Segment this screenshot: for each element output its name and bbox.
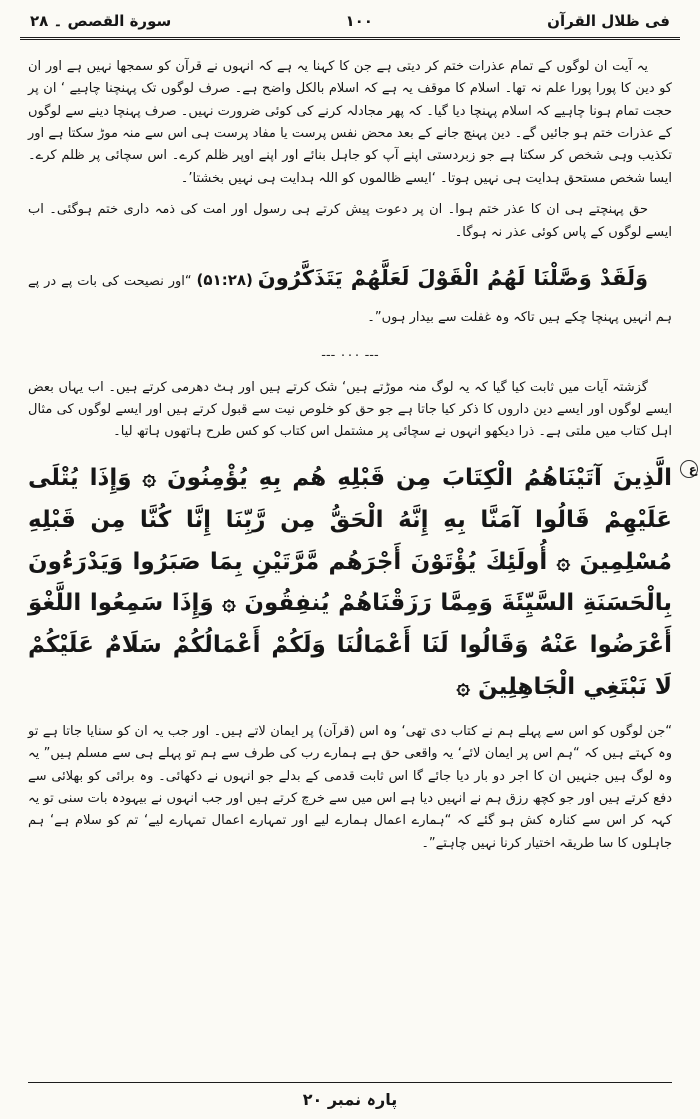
surah-title: سورة القصص ۔ ۲۸ [30,12,172,30]
section-separator: --- ۰۰۰ --- [321,347,379,363]
intro-paragraph: یہ آیت ان لوگوں کے تمام عذرات ختم کر دیتی ہے جن کا کہنا یہ ہے کہ انہوں نے قرآن کو سمجھا نہیں ہے اور ان کو دین کا پورا پورا علم نہ تھا۔ اسلام کا موقف یہ ہے کہ اسلام بالکل واضح ہے۔ صرف لوگوں تک پہنچنا چاہیے ‘ ان پر حجت تمام ہونا چاہیے کہ اسلام پہنچا دیا گیا۔ کہ پھر مجادلہ کرنے کی کوئی ضرورت نہیں۔ صرف پہنچا دینے سے لوگوں کے عذرات ختم ہو جائیں گے۔ دین پہنچ جانے کے بعد محض نفس پرست یا مفاد پرست ہی اس سے منہ موڑ سکتا ہے اور تکذیب وہی شخص کر سکتا ہے جو زبردستی اپنے آپ کو جاہل بنائے اور اپنے اوپر ظلم کرے۔ اس سچائی پر ظلم کرے۔ ایسا شخص مستحق ہدایت ہی نہیں ہوتا۔ ‘ایسے ظالموں کو اللہ ہدایت ہی نہیں بخشتا’۔ [28,59,672,186]
page-body [28,56,697,855]
para-number-label: پارہ نمبر ۲۰ [302,1090,398,1109]
verse-translation: “اور نصیحت کی بات پے در پے ہم انہیں پہنچا چکے ہیں تاکہ وہ غفلت سے بیدار ہوں”۔ [28,273,672,326]
page-number: ۱۰۰ [345,12,373,30]
arabic-verse-text: وَلَقَدْ وَصَّلْنَا لَهُمُ الْقَوْلَ لَعَلَّهُمْ يَتَذَكَّرُونَ [257,265,649,290]
quran-text: الَّذِينَ آتَيْنَاهُمُ الْكِتَابَ مِن قَبْلِهِ هُم بِهِ يُؤْمِنُونَ ۞ وَإِذَا يُتْلَى عَلَيْهِمْ قَالُوا آمَنَّا بِهِ إِنَّهُ الْحَقُّ مِن رَّبِّنَا إِنَّا كُنَّا مِن قَبْلِهِ مُسْلِمِينَ ۞ أُولَئِكَ يُؤْتَوْنَ أَجْرَهُم مَّرَّتَيْنِ بِمَا صَبَرُوا وَيَدْرَءُونَ بِالْحَسَنَةِ السَّيِّئَةَ وَمِمَّا رَزَقْنَاهُمْ يُنفِقُونَ ۞ وَإِذَا سَمِعُوا اللَّغْوَ أَعْرَضُوا عَنْهُ وَقَالُوا لَنَا أَعْمَالُنَا وَلَكُمْ أَعْمَالُكُمْ سَلَامٌ عَلَيْكُمْ لَا نَبْتَغِي الْجَاهِلِينَ ۞ [28,464,672,701]
commentary-paragraph: گزشتہ آیات میں ثابت کیا گیا کہ یہ لوگ منہ موڑتے ہیں‘ شک کرتے ہیں اور ہٹ دھرمی کرتے ہیں۔ اب یہاں بعض ایسے لوگوں اور ایسے دین داروں کا ذکر کیا جاتا ہے جو حق کو خلوص نیت سے قبول کرتے ہیں اور ایسے لوگوں کی مثال اہل کتاب میں ملتی ہے۔ ذرا دیکھو انہوں نے سچائی پر مشتمل اس کتاب کو کس طرح ہاتھوں ہاتھ لیا۔ [28,379,672,440]
verse-reference: (۵۱:۲۸) [196,270,253,289]
translation-paragraph: “جن لوگوں کو اس سے پہلے ہم نے کتاب دی تھی‘ وہ اس (قرآن) پر ایمان لاتے ہیں۔ اور جب یہ ان کو سنایا جاتا ہے تو وہ کہتے ہیں کہ “ہم اس پر ایمان لائے‘ یہ واقعی حق ہے ہمارے رب کی طرف سے ہم تو پہلے ہی سے مسلم ہیں” یہ وہ لوگ ہیں جنہیں ان کا اجر دو بار دیا جائے گا اس ثابت قدمی کے بدلے جو انہوں نے دکھائی۔ وہ برائی کو بھلائی سے دفع کرتے ہیں اور جو کچھ رزق ہم نے انہیں دیا ہے اس میں سے خرچ کرتے ہیں اور جب انہوں نے بیہودہ بات سنی تو یہ کہہ کر اس سے کنارہ کش ہو گئے کہ “ہمارے اعمال ہمارے لیے اور تمہارے اعمال تمہارے لیے‘ تم کو سلام ہے‘ ہم جاہلوں کا سا طریقہ اختیار کرنا نہیں چاہتے”۔ [28,724,672,851]
quran-passage [28,458,697,709]
ruku-marker-icon: ع [680,460,698,478]
header-divider [20,37,680,40]
book-title: فی ظلال القرآن [547,12,670,30]
footer-divider [28,1082,672,1083]
followup-paragraph: حق پہنچتے ہی ان کا عذر ختم ہوا۔ ان پر دعوت پیش کرتے ہی رسول اور امت کی ذمہ داری ختم ہوگئی۔ اب ایسے لوگوں کے پاس کوئی عذر نہ ہوگا۔ [28,202,672,240]
inline-verse [28,254,672,334]
page-footer [28,1082,672,1109]
page-header [28,8,672,37]
